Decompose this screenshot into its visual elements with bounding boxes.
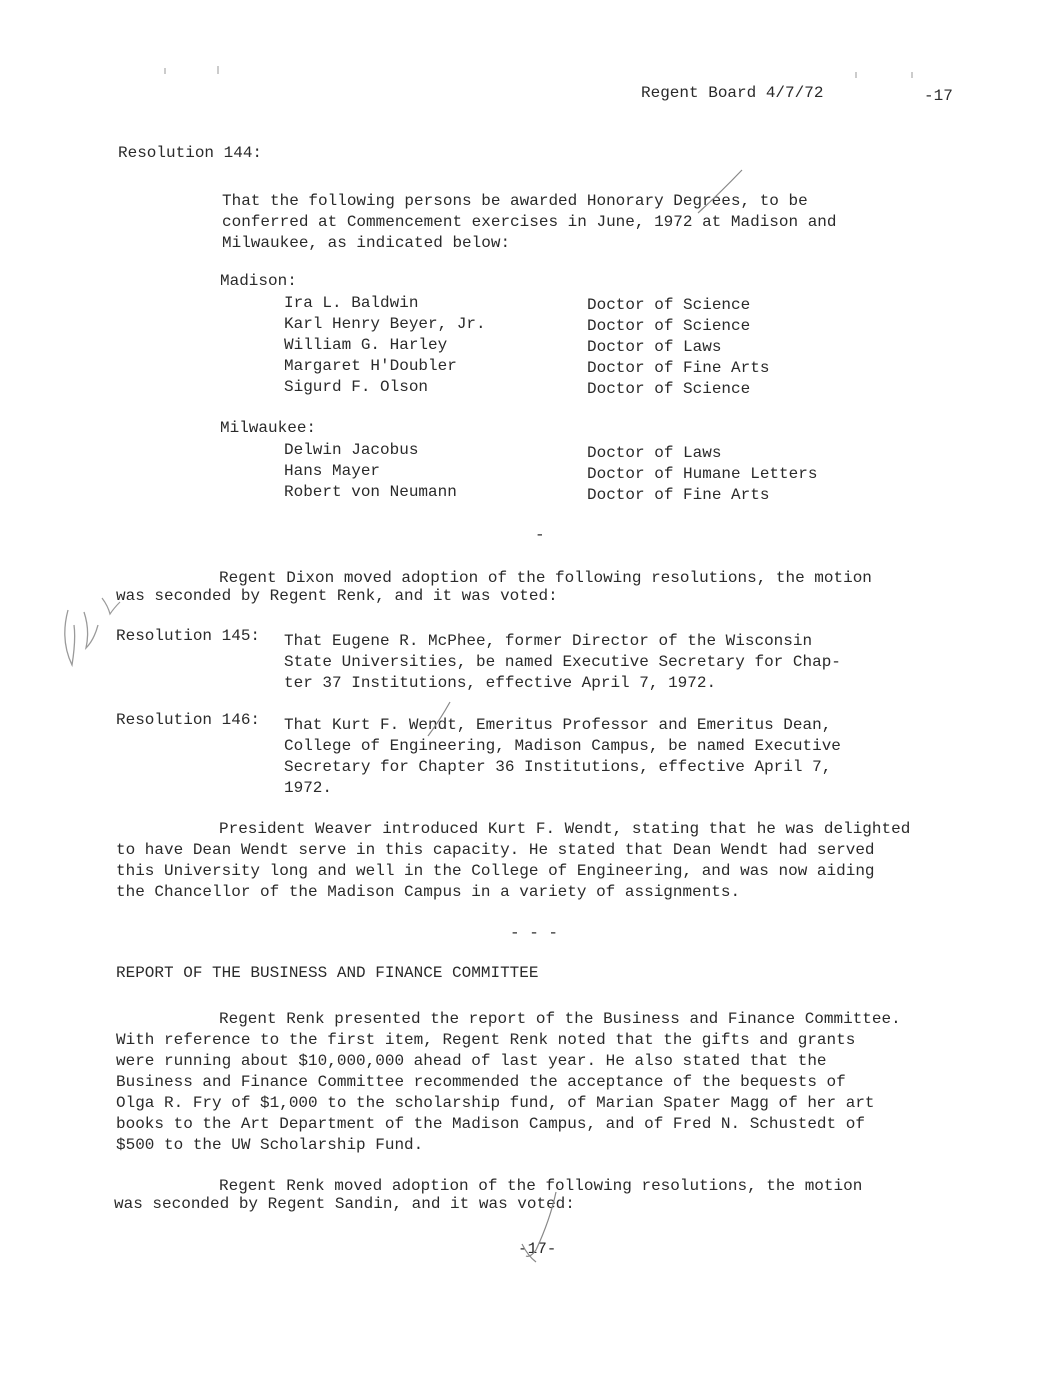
text-line: Regent Renk presented the report of the Business and Finance Committee. xyxy=(219,1010,901,1028)
degree-title: Doctor of Laws xyxy=(587,338,722,356)
honoree-name: Hans Mayer xyxy=(284,462,381,480)
text-line: Olga R. Fry of $1,000 to the scholarship fund, of Marian Spater Magg of her art xyxy=(116,1094,875,1112)
text-line: this University long and well in the College of Engineering, and was now aiding xyxy=(116,862,875,880)
honoree-name: William G. Harley xyxy=(284,336,448,354)
text-line: Milwaukee, as indicated below: xyxy=(222,234,511,252)
text-line: State Universities, be named Executive Secretary for Chap- xyxy=(284,653,841,671)
text-line: $500 to the UW Scholarship Fund. xyxy=(116,1136,424,1154)
text-line: to have Dean Wendt serve in this capacity. He stated that Dean Wendt had served xyxy=(116,841,875,859)
madison-names-list xyxy=(284,293,486,398)
resolution-146-label: Resolution 146: xyxy=(116,711,261,729)
text-line: That Kurt F. Wendt, Emeritus Professor and Emeritus Dean, xyxy=(284,716,832,734)
text-line: ter 37 Institutions, effective April 7, 1972. xyxy=(284,674,717,692)
madison-degrees-list xyxy=(587,295,769,400)
text-line: 1972. xyxy=(284,779,333,797)
resolution-145-label: Resolution 145: xyxy=(116,627,261,645)
honoree-name: Karl Henry Beyer, Jr. xyxy=(284,315,486,333)
text-line: That Eugene R. McPhee, former Director of the Wisconsin xyxy=(284,632,813,650)
text-line: Secretary for Chapter 36 Institutions, effective April 7, xyxy=(284,758,832,776)
section-heading: REPORT OF THE BUSINESS AND FINANCE COMMITTEE xyxy=(116,964,539,982)
text-line: Business and Finance Committee recommended the acceptance of the bequests of xyxy=(116,1073,846,1091)
resolution-146-text xyxy=(284,715,841,799)
honoree-name: Sigurd F. Olson xyxy=(284,378,429,396)
section-separator: - - - xyxy=(510,924,559,942)
degree-title: Doctor of Science xyxy=(587,317,751,335)
text-line: That the following persons be awarded Honorary Degrees, to be xyxy=(222,192,808,210)
business-finance-report-paragraph xyxy=(116,1009,901,1156)
pencil-check-mark xyxy=(424,700,454,740)
text-line: was seconded by Regent Sandin, and it was voted: xyxy=(114,1195,575,1213)
degree-title: Doctor of Science xyxy=(587,380,751,398)
page-header-number: -17 xyxy=(924,87,953,105)
text-line: books to the Art Department of the Madison Campus, and of Fred N. Schustedt of xyxy=(116,1115,865,1133)
milwaukee-degrees-list xyxy=(587,443,817,506)
text-line: conferred at Commencement exercises in June, 1972 at Madison and xyxy=(222,213,837,231)
milwaukee-names-list xyxy=(284,440,457,503)
honoree-name: Ira L. Baldwin xyxy=(284,294,419,312)
president-weaver-paragraph xyxy=(116,819,910,903)
text-line: College of Engineering, Madison Campus, be named Executive xyxy=(284,737,841,755)
motion-paragraph-renk xyxy=(114,1176,862,1215)
text-line: the Chancellor of the Madison Campus in a variety of assignments. xyxy=(116,883,741,901)
degree-title: Doctor of Laws xyxy=(587,444,722,462)
text-line: President Weaver introduced Kurt F. Wendt, stating that he was delighted xyxy=(219,820,911,838)
resolution-144-label: Resolution 144: xyxy=(118,144,263,162)
pencil-check-mark xyxy=(510,1190,570,1270)
campus-heading-madison: Madison: xyxy=(220,272,297,290)
text-line: With reference to the first item, Regent Renk noted that the gifts and grants xyxy=(116,1031,856,1049)
degree-title: Doctor of Humane Letters xyxy=(587,465,818,483)
degree-title: Doctor of Fine Arts xyxy=(587,486,770,504)
degree-title: Doctor of Fine Arts xyxy=(587,359,770,377)
text-line: was seconded by Regent Renk, and it was voted: xyxy=(116,587,558,605)
degree-title: Doctor of Science xyxy=(587,296,751,314)
campus-heading-milwaukee: Milwaukee: xyxy=(220,419,317,437)
page-header-title: Regent Board 4/7/72 xyxy=(641,84,824,102)
honoree-name: Delwin Jacobus xyxy=(284,441,419,459)
honoree-name: Margaret H'Doubler xyxy=(284,357,457,375)
section-separator: - xyxy=(535,526,545,544)
text-line: Regent Dixon moved adoption of the following resolutions, the motion xyxy=(219,569,872,587)
footer-page-number: -17- xyxy=(518,1240,557,1258)
text-line: were running about $10,000,000 ahead of last year. He also stated that the xyxy=(116,1052,827,1070)
resolution-145-text xyxy=(284,631,841,694)
honoree-name: Robert von Neumann xyxy=(284,483,457,501)
text-line: Regent Renk moved adoption of the following resolutions, the motion xyxy=(219,1177,863,1195)
motion-paragraph-dixon xyxy=(116,568,872,607)
pencil-check-mark xyxy=(690,168,750,218)
margin-handwritten-annotation xyxy=(50,570,125,680)
